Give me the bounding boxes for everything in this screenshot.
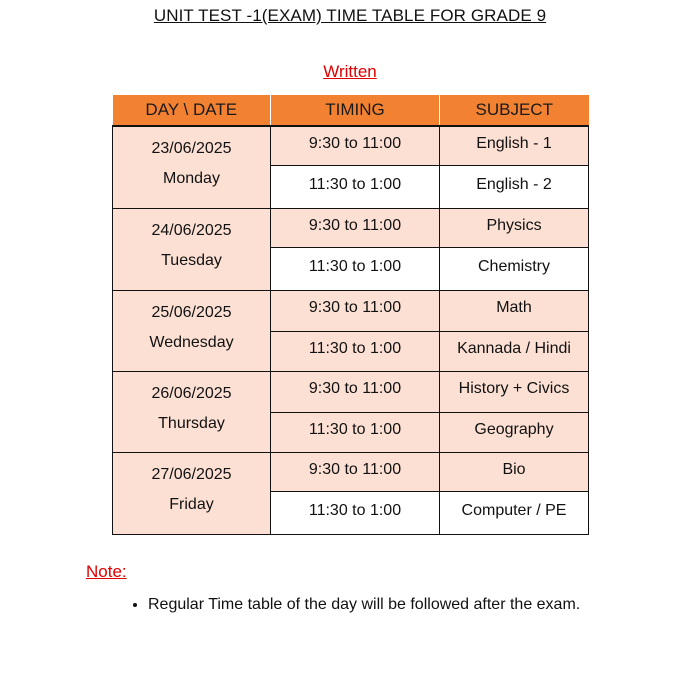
table-row (113, 372, 589, 413)
timing-cell: 9:30 to 11:00 (271, 372, 440, 413)
timing-cell: 11:30 to 1:00 (271, 166, 440, 209)
header-timing: TIMING (271, 95, 440, 126)
subject-cell: Physics (440, 209, 589, 248)
day-date: 27/06/2025 (151, 466, 232, 483)
timing-cell: 11:30 to 1:00 (271, 412, 440, 453)
table-row (113, 209, 589, 248)
day-name: Monday (163, 170, 220, 187)
table-header-row (113, 95, 589, 126)
timing-cell: 11:30 to 1:00 (271, 492, 440, 535)
subject-cell: Chemistry (440, 248, 589, 291)
timing-cell: 9:30 to 11:00 (271, 453, 440, 492)
header-day-date: DAY \ DATE (113, 95, 271, 126)
note-item: • Regular Time table of the day will be followed after the exam. (148, 586, 700, 624)
day-name: Thursday (158, 415, 225, 432)
subject-cell: History + Civics (440, 372, 589, 413)
subject-cell: Bio (440, 453, 589, 492)
day-date: 23/06/2025 (151, 140, 232, 157)
header-subject: SUBJECT (440, 95, 589, 126)
day-date: 25/06/2025 (151, 304, 232, 321)
day-name: Friday (169, 496, 214, 513)
table-row (113, 291, 589, 332)
note-label: Note: (86, 562, 127, 581)
timing-cell: 9:30 to 11:00 (271, 126, 440, 166)
timing-cell: 9:30 to 11:00 (271, 209, 440, 248)
table-row (113, 453, 589, 492)
table-row (113, 126, 589, 166)
section-subtitle: Written (323, 62, 377, 81)
exam-timetable (112, 95, 589, 535)
day-date: 24/06/2025 (151, 222, 232, 239)
page-title: UNIT TEST -1(EXAM) TIME TABLE FOR GRADE 9 (153, 6, 547, 25)
subject-cell: English - 1 (440, 126, 589, 166)
subject-cell: Computer / PE (440, 492, 589, 535)
subject-cell: Kannada / Hindi (440, 331, 589, 372)
day-name: Wednesday (149, 334, 234, 351)
day-name: Tuesday (161, 252, 222, 269)
subject-cell: Geography (440, 412, 589, 453)
day-date: 26/06/2025 (151, 385, 232, 402)
note-list (108, 586, 700, 624)
subject-cell: Math (440, 291, 589, 332)
day-cell (113, 291, 271, 372)
timing-cell: 11:30 to 1:00 (271, 248, 440, 291)
day-cell (113, 453, 271, 535)
subject-cell: English - 2 (440, 166, 589, 209)
timing-cell: 11:30 to 1:00 (271, 331, 440, 372)
timing-cell: 9:30 to 11:00 (271, 291, 440, 332)
day-cell (113, 126, 271, 209)
day-cell (113, 372, 271, 453)
day-cell (113, 209, 271, 291)
